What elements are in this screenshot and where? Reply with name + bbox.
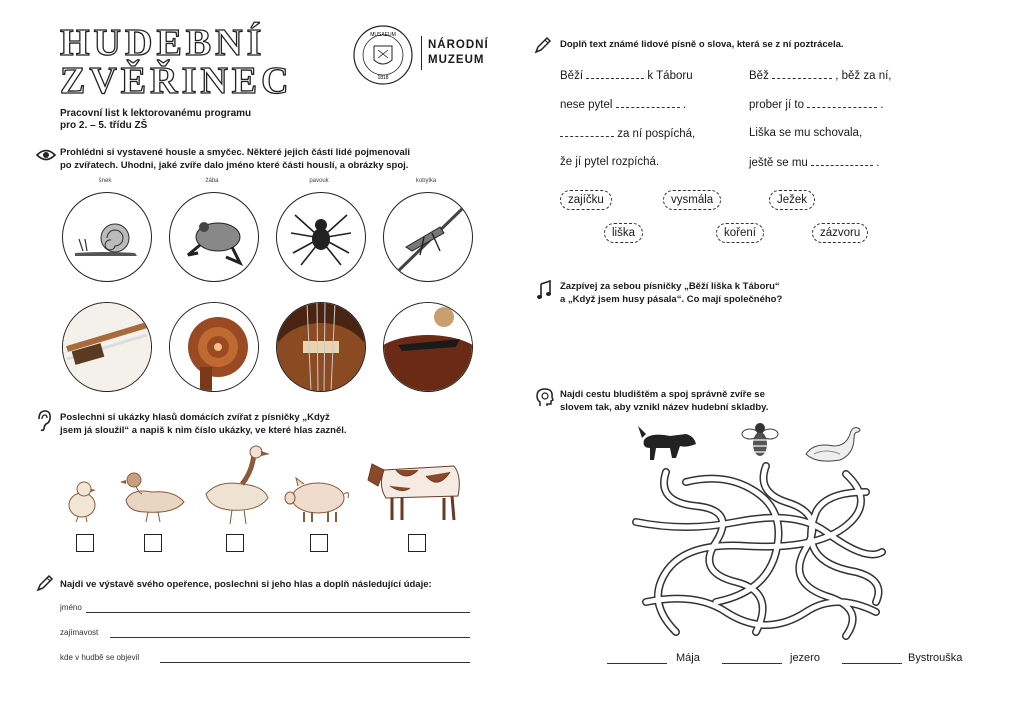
song-text: Běží (560, 70, 584, 82)
answer-line[interactable] (722, 663, 782, 664)
museum-name-line-2: MUZEUM (428, 54, 485, 66)
svg-text:MUSAEUM: MUSAEUM (370, 32, 396, 38)
subtitle (60, 108, 251, 132)
word-option[interactable]: liška (604, 223, 643, 243)
task5-instruction (560, 280, 800, 306)
task6-instruction-line-1: Najdi cestu bludištěm a spoj správně zvíře se (560, 389, 765, 400)
chinrest-image[interactable] (383, 302, 473, 392)
task6-instruction-line-2: slovem tak, aby vznikl název hudební skladby. (560, 402, 769, 413)
duck-image (118, 466, 188, 529)
field-label-interest: zajímavost (60, 628, 99, 637)
checkbox-cow[interactable] (408, 534, 426, 552)
song-blank[interactable] (811, 155, 873, 166)
pencil-icon (36, 574, 54, 597)
bridge-image[interactable] (276, 302, 366, 392)
maze-word-maja: Mája (676, 652, 700, 664)
song-blank[interactable] (772, 68, 832, 79)
bee-image (740, 414, 780, 467)
field-interest-line[interactable] (110, 637, 470, 638)
song-text: prober jí to (749, 99, 804, 111)
eye-icon (36, 148, 56, 167)
spider-image[interactable] (276, 192, 366, 282)
checkbox-goose[interactable] (226, 534, 244, 552)
song-line-8 (749, 155, 879, 170)
checkbox-duck[interactable] (144, 534, 162, 552)
bow-frog-image[interactable] (62, 302, 152, 392)
song-line-4: že jí pytel rozpíchá. (560, 156, 660, 168)
word-option[interactable]: vysmála (663, 190, 721, 210)
word-option[interactable]: Ježek (769, 190, 815, 210)
task2-instruction-line-1: Poslechni si ukázky hlasů domácích zvířat z písničky „Když (60, 412, 330, 423)
field-label-name: jméno (60, 603, 82, 612)
song-text: nese pytel (560, 99, 613, 111)
museum-name-line-1: NÁRODNÍ (428, 39, 489, 51)
checkbox-pig[interactable] (310, 534, 328, 552)
song-text: za ní pospíchá, (617, 128, 696, 140)
song-line-6 (749, 97, 884, 112)
word-option[interactable]: koření (716, 223, 764, 243)
song-text: . (880, 99, 884, 111)
task5-instruction-line-2: a „Když jsem husy pásala“. Co mají společného? (560, 294, 783, 305)
song-blank[interactable] (616, 97, 680, 108)
title-line-1: HUDEBNÍ (60, 22, 266, 64)
task3-instruction: Najdi ve výstavě svého opeřence, poslechni si jeho hlas a doplň následující údaje: (60, 579, 432, 590)
answer-line[interactable] (607, 663, 667, 664)
pig-image (282, 472, 354, 529)
label-snail: šnek (98, 178, 112, 184)
task4-instruction: Doplň text známé lidové písně o slova, která se z ní poztrácela. (560, 39, 844, 50)
task1-instruction-line-1: Prohlédni si vystavené housle a smyčec. Některé jejich části lidé pojmenovali (60, 147, 411, 158)
song-blank[interactable] (807, 97, 877, 108)
museum-seal-icon (352, 24, 414, 86)
song-text: , běž za ní, (835, 70, 892, 82)
subtitle-line-1: Pracovní list k lektorovanému programu (60, 108, 252, 119)
frog-image[interactable] (169, 192, 259, 282)
pencil-icon (534, 36, 552, 59)
grasshopper-image[interactable] (383, 192, 473, 282)
word-option[interactable]: zázvoru (812, 223, 868, 243)
song-line-3 (560, 126, 695, 141)
goose-image (198, 442, 274, 531)
song-text: k Táboru (647, 70, 693, 82)
maze-image[interactable] (626, 462, 894, 645)
task2-instruction (60, 411, 380, 437)
song-text: Běž (749, 70, 769, 82)
task1-instruction-line-2: po zvířatech. Uhodni, jaké zvíře dalo jméno které části houslí, a obrázky spoj. (60, 160, 409, 171)
title-line-2: ZVĚŘINEC (60, 60, 293, 102)
maze-word-jezero: jezero (790, 652, 820, 664)
field-label-music: kde v hudbě se objevil (60, 653, 140, 662)
task6-instruction (560, 388, 820, 414)
field-name-line[interactable] (86, 612, 470, 613)
song-text: . (682, 99, 687, 111)
snail-image[interactable] (62, 192, 152, 282)
answer-line[interactable] (842, 663, 902, 664)
cow-image (366, 446, 468, 531)
task1-instruction (60, 146, 460, 172)
task2-instruction-line-2: jsem já sloužil“ a napiš k nim číslo ukázky, ve které hlas zazněl. (60, 425, 347, 436)
subtitle-line-2: pro 2. – 5. třídu ZŠ (60, 120, 148, 131)
checkbox-chick[interactable] (76, 534, 94, 552)
song-line-5 (749, 68, 892, 83)
song-line-7: Liška se mu schovala, (749, 127, 863, 139)
brain-head-icon (536, 388, 554, 413)
label-spider: pavouk (309, 178, 329, 184)
field-music-line[interactable] (160, 662, 470, 663)
music-note-icon (536, 280, 552, 305)
song-text: . (876, 157, 880, 169)
song-line-1 (560, 68, 693, 83)
song-text: ještě se mu (749, 157, 808, 169)
song-blank[interactable] (586, 68, 644, 79)
song-line-2 (560, 97, 686, 112)
chick-image (60, 475, 104, 528)
scroll-image[interactable] (169, 302, 259, 392)
svg-text:1818: 1818 (377, 75, 389, 81)
task5-instruction-line-1: Zazpívej za sebou písničky „Běží liška k Táboru“ (560, 281, 780, 292)
ear-icon (36, 410, 52, 437)
maze-word-bystrouska: Bystrouška (908, 652, 963, 664)
label-grasshopper: kobylka (415, 178, 437, 184)
word-option[interactable]: zajíčku (560, 190, 612, 210)
label-frog: žába (205, 178, 219, 184)
museum-name (428, 38, 489, 68)
song-blank[interactable] (560, 126, 614, 137)
